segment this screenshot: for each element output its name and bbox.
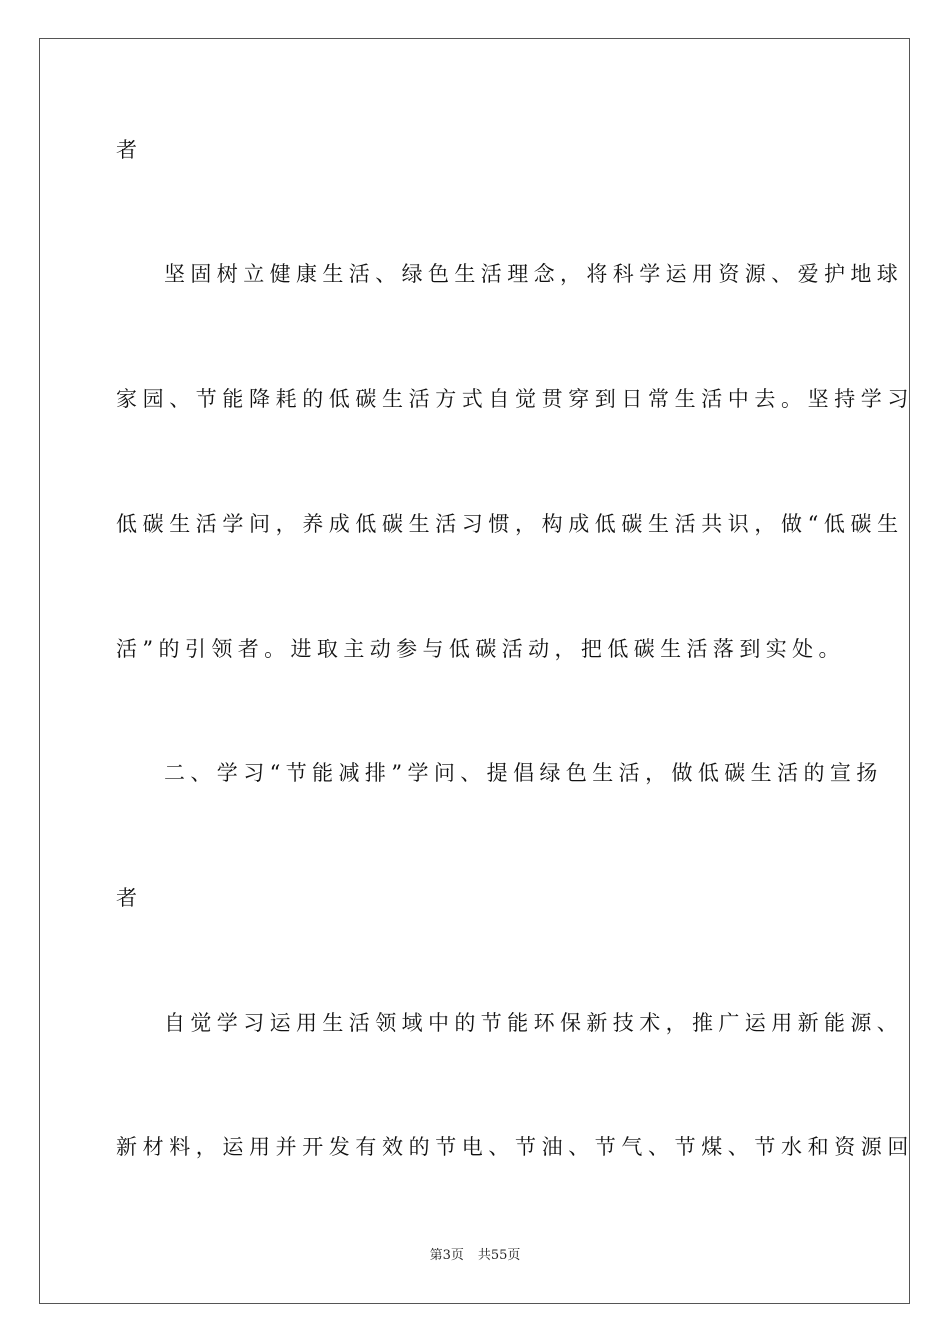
text-line-1: 者	[116, 138, 143, 162]
text-line-5: 活”的引领者。进取主动参与低碳活动，把低碳生活落到实处。	[116, 637, 845, 661]
text-line-9: 新材料，运用并开发有效的节电、节油、节气、节煤、节水和资源回	[116, 1135, 914, 1159]
page-total: 共55页	[477, 1248, 521, 1263]
text-line-2: 坚固树立健康生活、绿色生活理念，将科学运用资源、爱护地球	[164, 262, 904, 286]
text-line-8: 自觉学习运用生活领域中的节能环保新技术，推广运用新能源、	[164, 1011, 904, 1035]
text-line-4: 低碳生活学问，养成低碳生活习惯，构成低碳生活共识，做“低碳生	[116, 512, 904, 536]
text-line-7: 者	[116, 886, 143, 910]
page-number: 第3页	[429, 1248, 464, 1263]
section-heading-2: 二、学习“节能减排”学问、提倡绿色生活，做低碳生活的宣扬	[164, 761, 883, 785]
page-border	[39, 38, 914, 1304]
page-footer	[0, 1247, 950, 1265]
text-line-3: 家园、节能降耗的低碳生活方式自觉贯穿到日常生活中去。坚持学习	[116, 387, 914, 411]
